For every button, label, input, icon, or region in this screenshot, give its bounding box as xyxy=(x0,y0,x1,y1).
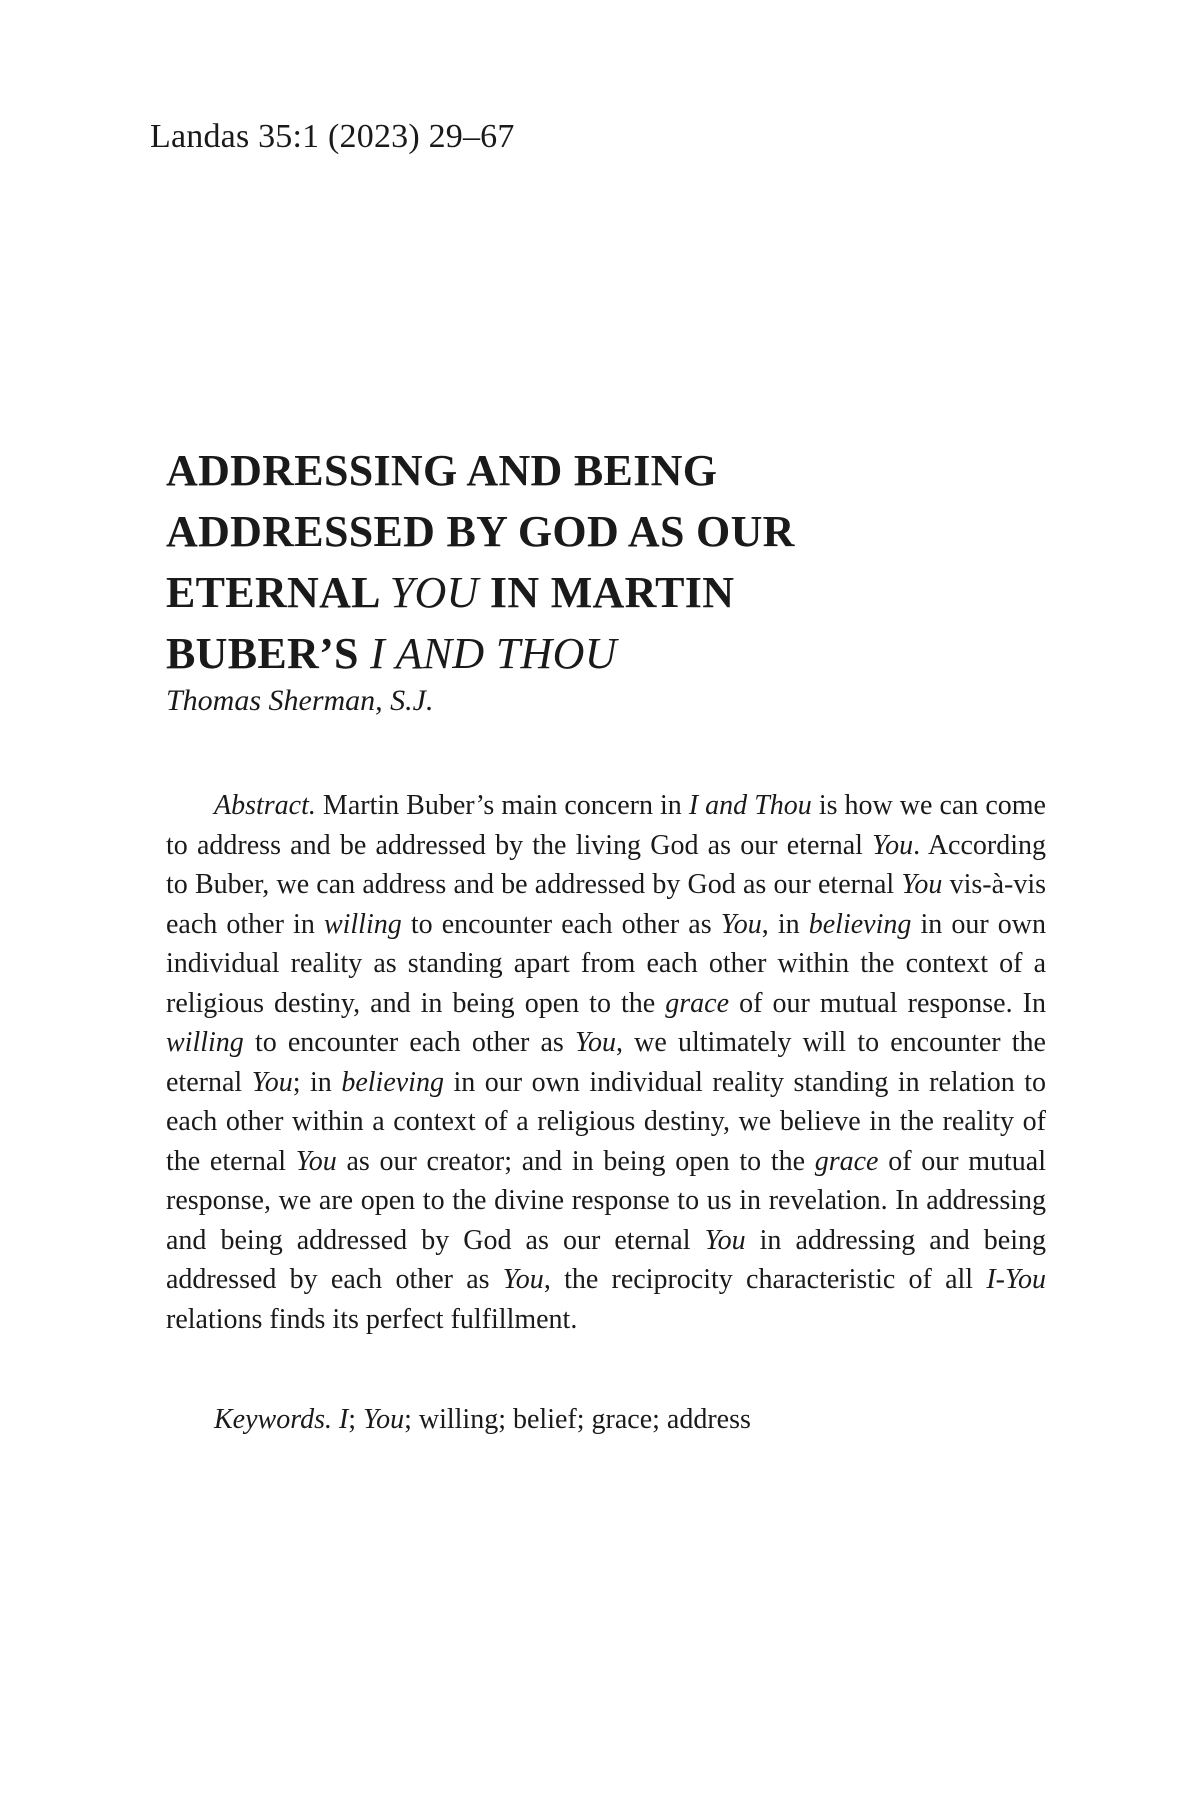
journal-citation: 35:1 (2023) 29–67 xyxy=(249,118,515,155)
abstract-segment: You xyxy=(872,829,914,861)
abstract-segment: of our mutual response. In xyxy=(729,987,1046,1019)
journal-name: Landas xyxy=(150,118,250,155)
keywords-paragraph xyxy=(166,1404,1046,1436)
abstract-segment: ; in xyxy=(292,1066,342,1098)
keywords-segment: ; xyxy=(348,1404,364,1435)
abstract-segment: in our own individual reality standing in relation to each other within a context of a religious destiny, we believe in the reality of the eternal xyxy=(166,1066,1046,1177)
abstract-segment: in our own individual reality as standing apart from each other within the context of a religious destiny, and in being open to the xyxy=(166,908,1047,1019)
abstract-segment: to encounter each other as xyxy=(401,908,721,940)
abstract-segment: Martin Buber’s main concern in xyxy=(315,790,689,821)
abstract-segment: vis-à-vis each other in xyxy=(166,869,1046,940)
abstract-segment: relations finds its perfect fulfillment. xyxy=(166,1303,578,1335)
title-line-3a: ETERNAL xyxy=(166,568,390,617)
abstract-segment: is how we can come to address and be addressed by the living God as our eternal xyxy=(166,790,1046,861)
title-line-3-italic: YOU xyxy=(389,568,479,617)
keywords-segment: ; willing; belief; grace; address xyxy=(404,1404,751,1435)
keywords-segment: You xyxy=(363,1404,405,1435)
running-head xyxy=(150,118,515,156)
keywords-segment: Keywords. I xyxy=(214,1404,349,1435)
abstract-segment: to encounter each other as xyxy=(243,1027,575,1058)
abstract-segment: You xyxy=(251,1066,293,1098)
abstract-segment: You xyxy=(720,908,762,940)
title-line-4-italic: I AND THOU xyxy=(370,629,617,678)
abstract-segment: as our creator; and in being open to the xyxy=(336,1145,815,1177)
abstract-segment: You xyxy=(295,1145,337,1177)
title-line-4a: BUBER’S xyxy=(166,629,371,678)
abstract-segment: grace xyxy=(665,987,730,1019)
abstract-segment: You xyxy=(574,1027,616,1058)
abstract-segment: , the reciprocity characteristic of all xyxy=(543,1264,987,1295)
abstract-segment: I and Thou xyxy=(688,790,812,821)
abstract-segment: You xyxy=(704,1224,746,1256)
abstract-segment: You xyxy=(502,1264,544,1295)
abstract-segment: . According to Buber, we can address and be addressed by God as our eternal xyxy=(166,829,1047,900)
abstract-segment: in addressing and being addressed by each other as xyxy=(166,1224,1046,1295)
abstract-segment: You xyxy=(901,869,943,900)
abstract-segment: I-You xyxy=(986,1264,1046,1295)
title-line-2: ADDRESSED BY GOD AS OUR xyxy=(166,507,795,556)
abstract-segment: of our mutual response, we are open to the divine response to us in revelation. In addressing and being addressed by God as our eternal xyxy=(166,1145,1047,1256)
title-line-3b: IN MARTIN xyxy=(478,568,735,617)
abstract-segment: believing xyxy=(341,1066,444,1098)
abstract-segment: , we ultimately will to encounter the eternal xyxy=(166,1027,1046,1098)
abstract-paragraph xyxy=(166,786,1046,1339)
abstract-segment: willing xyxy=(323,908,402,940)
article-title xyxy=(166,440,1066,684)
abstract-segment: grace xyxy=(814,1145,879,1177)
abstract-segment: Abstract. xyxy=(214,790,316,821)
abstract-segment: believing xyxy=(808,908,912,940)
abstract-segment: willing xyxy=(166,1027,244,1058)
title-line-1: ADDRESSING AND BEING xyxy=(166,446,718,495)
abstract-segment: , in xyxy=(761,908,809,940)
author-name: Thomas Sherman, S.J. xyxy=(166,684,434,717)
